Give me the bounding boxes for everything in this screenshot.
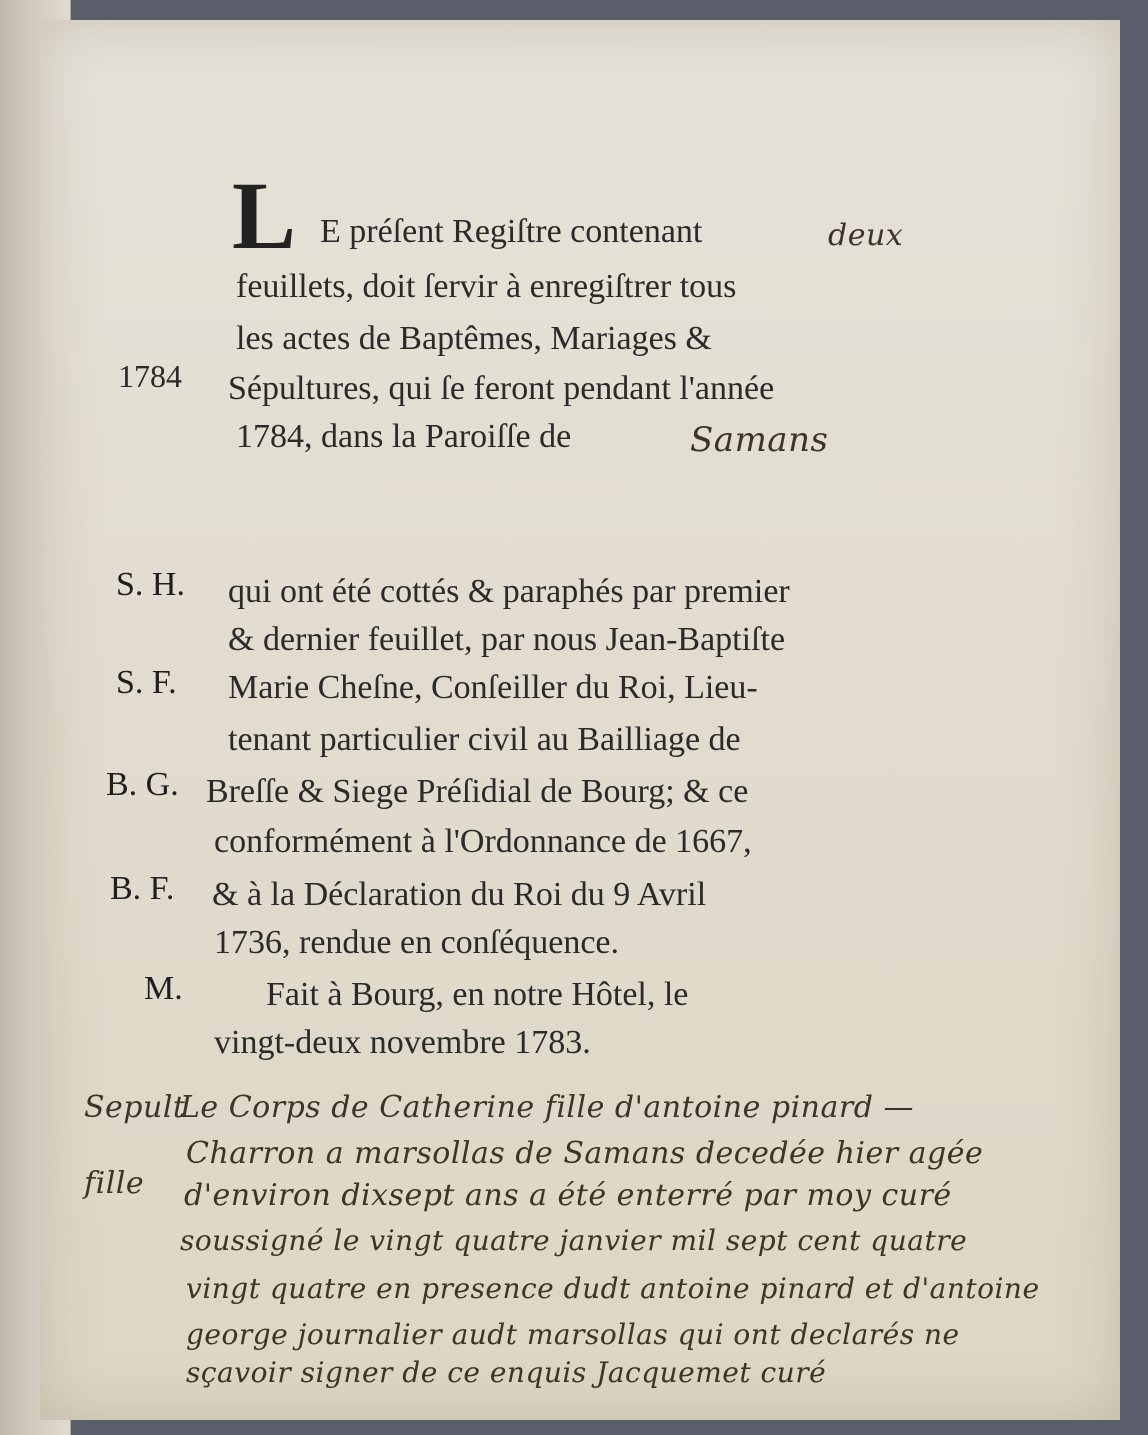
handwritten-line: george journalier audt marsollas qui ont declarés ne — [186, 1318, 960, 1351]
printed-line: vingt-deux novembre 1783. — [214, 1024, 591, 1061]
margin-initials: S. H. — [116, 566, 185, 603]
printed-line: Sépultures, qui ſe feront pendant l'année — [228, 370, 775, 407]
printed-line: & à la Déclaration du Roi du 9 Avril — [212, 876, 707, 913]
margin-initials: B. F. — [110, 870, 175, 907]
margin-initials: S. F. — [116, 664, 177, 701]
handwritten-count: deux — [828, 218, 904, 253]
drop-cap: L — [232, 162, 297, 269]
handwritten-line: Le Corps de Catherine fille d'antoine pinard — — [180, 1090, 914, 1125]
handwritten-line: soussigné le vingt quatre janvier mil sept cent quatre — [180, 1224, 968, 1257]
handwritten-margin-note: Sepult — [84, 1090, 186, 1125]
printed-line: E préſent Regiſtre contenant — [320, 213, 703, 250]
printed-line: 1784, dans la Paroiſſe de — [236, 418, 572, 455]
printed-line: Breſſe & Siege Préſidial de Bourg; & ce — [206, 773, 749, 810]
handwritten-line: Charron a marsollas de Samans decedée hier agée — [186, 1136, 984, 1171]
printed-line: 1736, rendue en conſéquence. — [214, 924, 619, 961]
handwritten-line: d'environ dixsept ans a été enterré par moy curé — [184, 1178, 952, 1213]
margin-initials: B. G. — [106, 766, 179, 803]
printed-line: tenant particulier civil au Bailliage de — [228, 721, 741, 758]
printed-line: & dernier feuillet, par nous Jean-Baptiſte — [228, 621, 786, 658]
printed-line: Marie Cheſne, Conſeiller du Roi, Lieu- — [228, 669, 758, 706]
printed-line: les actes de Baptêmes, Mariages & — [236, 320, 712, 357]
printed-line: conformément à l'Ordonnance de 1667, — [214, 823, 752, 860]
printed-line: Fait à Bourg, en notre Hôtel, le — [266, 976, 689, 1013]
handwritten-parish: Samans — [690, 420, 829, 460]
printed-line: feuillets, doit ſervir à enregiſtrer tous — [236, 268, 737, 305]
handwritten-line: sçavoir signer de ce enquis Jacquemet curé — [186, 1356, 827, 1389]
handwritten-line: vingt quatre en presence dudt antoine pinard et d'antoine — [186, 1272, 1040, 1305]
margin-initials: M. — [144, 970, 183, 1007]
handwritten-margin-note: fille — [84, 1166, 145, 1201]
printed-line: qui ont été cottés & paraphés par premier — [228, 573, 790, 610]
margin-year: 1784 — [118, 358, 182, 394]
